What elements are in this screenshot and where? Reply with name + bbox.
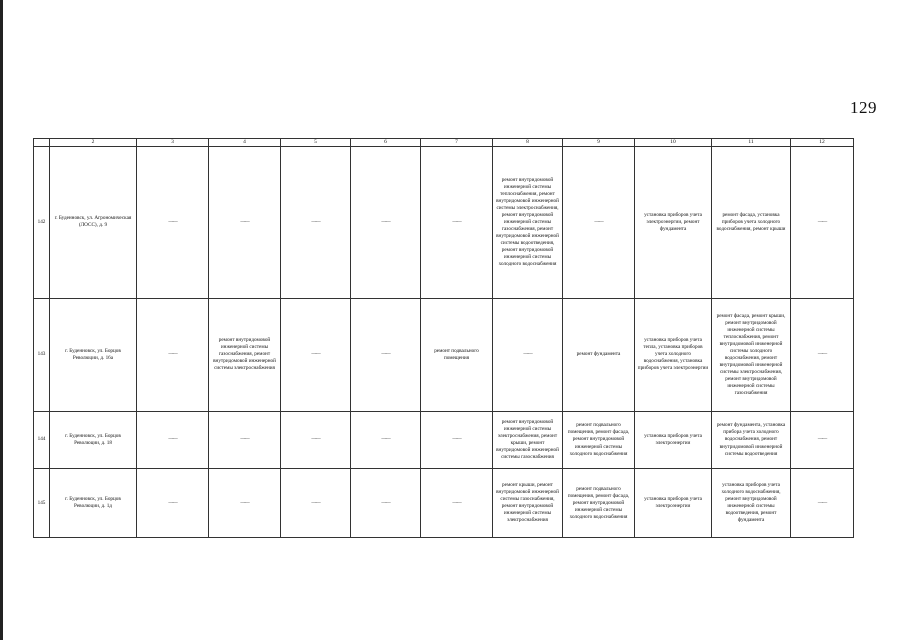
page-number: 129 bbox=[850, 98, 877, 117]
column-header: 5 bbox=[281, 139, 351, 147]
empty-dash-cell: —— bbox=[351, 411, 421, 469]
column-header: 11 bbox=[712, 139, 791, 147]
empty-dash-cell: —— bbox=[137, 469, 209, 538]
table-cell: ремонт внутридомовой инженерной системы электроснабжения, ремонт крыши, ремонт внутридомовой инженерной системы газоснабжения bbox=[493, 411, 563, 469]
empty-dash-cell: —— bbox=[421, 147, 493, 299]
table-cell: ремонт внутридомовой инженерной системы газоснабжения, ремонт внутридомовой инженерной системы электроснабжения bbox=[209, 298, 281, 411]
empty-dash-cell: —— bbox=[421, 411, 493, 469]
column-header: 12 bbox=[791, 139, 854, 147]
table-row bbox=[34, 298, 854, 411]
column-header: 9 bbox=[563, 139, 635, 147]
column-header: 6 bbox=[351, 139, 421, 147]
table-cell: установка приборов учета электроэнергии bbox=[635, 469, 712, 538]
empty-dash-cell: —— bbox=[351, 147, 421, 299]
empty-dash-cell: —— bbox=[209, 411, 281, 469]
table-cell: установка приборов учета тепла, установка приборов учета холодного водоснабжения, установка приборов учета электроэнергии bbox=[635, 298, 712, 411]
empty-dash-cell: —— bbox=[421, 469, 493, 538]
column-header: 2 bbox=[50, 139, 137, 147]
empty-dash-cell: —— bbox=[563, 147, 635, 299]
column-header: 3 bbox=[137, 139, 209, 147]
column-header: 7 bbox=[421, 139, 493, 147]
page-edge-mark bbox=[0, 0, 3, 640]
empty-dash-cell: —— bbox=[137, 298, 209, 411]
table-cell: ремонт внутридомовой инженерной системы теплоснабжения, ремонт внутридомовой инженерной системы электроснабжения, ремонт внутридомовой инженерной системы газоснабжения, ремонт внутридомовой инженерной системы водоотведения, ремонт внутридомовой инженерной системы холодного водоснабжения bbox=[493, 147, 563, 299]
empty-dash-cell: —— bbox=[137, 147, 209, 299]
empty-dash-cell: —— bbox=[209, 469, 281, 538]
column-header: 8 bbox=[493, 139, 563, 147]
table-row bbox=[34, 469, 854, 538]
empty-dash-cell: —— bbox=[351, 298, 421, 411]
table-cell: ремонт фундамента bbox=[563, 298, 635, 411]
empty-dash-cell: —— bbox=[281, 147, 351, 299]
address-cell: г. Буденновск, ул. Борцов Революции, д. 1д bbox=[50, 469, 137, 538]
empty-dash-cell: —— bbox=[137, 411, 209, 469]
table-cell: ремонт фасада, установка приборов учета холодного водоснабжения, ремонт крыши bbox=[712, 147, 791, 299]
empty-dash-cell: —— bbox=[791, 147, 854, 299]
empty-dash-cell: —— bbox=[209, 147, 281, 299]
table-cell: установка приборов учета электроэнергии, ремонт фундамента bbox=[635, 147, 712, 299]
table-cell: ремонт крыши, ремонт внутридомовой инженерной системы газоснабжения, ремонт внутридомовой инженерной системы электроснабжения bbox=[493, 469, 563, 538]
column-header-row bbox=[34, 139, 854, 147]
row-number: 144 bbox=[34, 411, 50, 469]
table-cell: ремонт фасада, ремонт крыши, ремонт внутридомовой инженерной системы теплоснабжения, ремонт внутридомовой инженерной системы холодного водоснабжения, ремонт внутридомовой инженерной системы электроснабжения, ремонт внутридомовой инженерной системы газоснабжения bbox=[712, 298, 791, 411]
table-cell: ремонт подвального помещения, ремонт фасада, ремонт внутридомовой инженерной системы холодного водоснабжения bbox=[563, 411, 635, 469]
table-cell: ремонт подвального помещения, ремонт фасада, ремонт внутридомовой инженерной системы холодного водоснабжения bbox=[563, 469, 635, 538]
address-cell: г. Буденновск, ул. Агрономическая (ЛОСС), д. 9 bbox=[50, 147, 137, 299]
table-cell: ремонт фундамента, установка прибора учета холодного водоснабжения, ремонт внутридомовой инженерной системы водоотведения bbox=[712, 411, 791, 469]
address-cell: г. Буденновск, ул. Борцов Революции, д. 16а bbox=[50, 298, 137, 411]
empty-dash-cell: —— bbox=[281, 411, 351, 469]
row-number: 142 bbox=[34, 147, 50, 299]
address-cell: г. Буденновск, ул. Борцов Революции, д. 18 bbox=[50, 411, 137, 469]
empty-dash-cell: —— bbox=[791, 298, 854, 411]
empty-dash-cell: —— bbox=[493, 298, 563, 411]
repair-schedule-table bbox=[33, 138, 854, 538]
column-header bbox=[34, 139, 50, 147]
table-cell: установка приборов учета электроэнергии bbox=[635, 411, 712, 469]
table-cell: установка приборов учета холодного водоснабжения, ремонт внутридомовой инженерной системы водоотведения, ремонт фундамента bbox=[712, 469, 791, 538]
table-cell: ремонт подвального помещения bbox=[421, 298, 493, 411]
column-header: 4 bbox=[209, 139, 281, 147]
empty-dash-cell: —— bbox=[281, 298, 351, 411]
empty-dash-cell: —— bbox=[351, 469, 421, 538]
table-row bbox=[34, 147, 854, 299]
empty-dash-cell: —— bbox=[791, 411, 854, 469]
empty-dash-cell: —— bbox=[281, 469, 351, 538]
table-row bbox=[34, 411, 854, 469]
row-number: 143 bbox=[34, 298, 50, 411]
empty-dash-cell: —— bbox=[791, 469, 854, 538]
row-number: 145 bbox=[34, 469, 50, 538]
column-header: 10 bbox=[635, 139, 712, 147]
